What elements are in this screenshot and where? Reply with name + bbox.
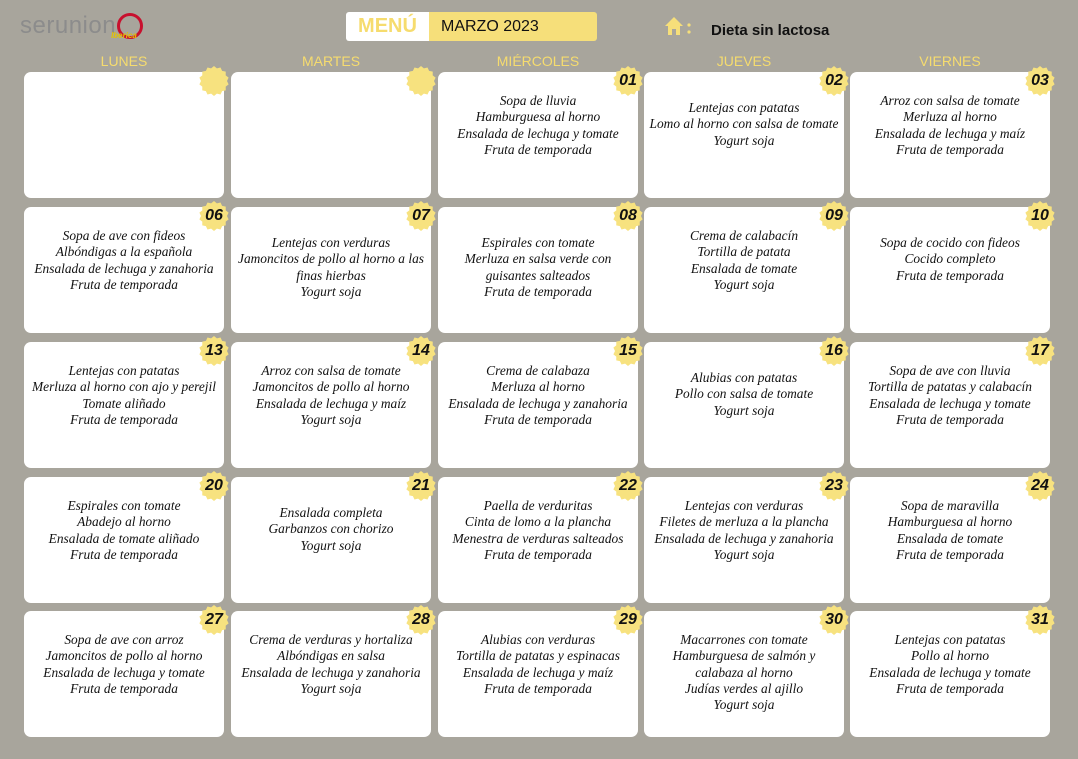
- day-cell: [850, 477, 1050, 603]
- day-cell: [644, 72, 844, 198]
- dish-item: Jamoncitos de pollo al horno a las finas hierbas: [238, 251, 424, 283]
- menu-label: MENÚ: [346, 12, 429, 41]
- day-cell: [850, 342, 1050, 468]
- day-cell: [438, 207, 638, 333]
- dish-item: Pollo al horno: [910, 648, 990, 664]
- dish-item: Lentejas con patatas: [894, 632, 1006, 647]
- dish-item: Fruta de temporada: [484, 283, 592, 299]
- dish-item: Ensalada de lechuga y tomate: [869, 664, 1031, 680]
- weekday-header: LUNES: [100, 53, 148, 69]
- day-badge: [612, 200, 644, 232]
- day-number: 06: [205, 207, 223, 224]
- dish-item: Ensalada de lechuga y zanahoria: [241, 664, 421, 680]
- dish-item: Alubias con patatas: [690, 370, 798, 385]
- dish-item: Sopa de cocido con fideos: [880, 235, 1020, 250]
- dish-item: Yogurt soja: [300, 283, 362, 299]
- day-cell: [231, 207, 431, 333]
- dish-list: [648, 228, 840, 293]
- dish-item: Menestra de verduras salteados: [452, 530, 624, 546]
- dish-list: [442, 93, 634, 158]
- dish-item: Fruta de temporada: [70, 546, 178, 562]
- dish-list: [442, 498, 634, 563]
- dish-list: [28, 363, 220, 428]
- day-number: 17: [1031, 342, 1049, 359]
- day-badge: [405, 470, 437, 502]
- day-number: 21: [412, 477, 430, 494]
- dish-item: Sopa de lluvia: [499, 93, 577, 108]
- day-number: 03: [1031, 72, 1049, 89]
- dish-list: [235, 632, 427, 697]
- day-cell: [438, 342, 638, 468]
- dish-item: Tortilla de patatas y espinacas: [456, 648, 620, 664]
- dish-item: Lentejas con verduras: [271, 235, 391, 250]
- dish-item: Fruta de temporada: [896, 141, 1004, 157]
- dish-item: Merluza al horno: [491, 379, 585, 395]
- dish-item: Yogurt soja: [713, 276, 775, 292]
- dish-list: [28, 228, 220, 293]
- day-badge: [405, 65, 437, 97]
- day-number: 09: [825, 207, 843, 224]
- dish-list: [648, 498, 840, 563]
- weekday-header: JUEVES: [716, 53, 772, 69]
- dish-item: Garbanzos con chorizo: [268, 521, 394, 537]
- dish-list: [235, 505, 427, 554]
- day-cell: [231, 611, 431, 737]
- dish-item: Pollo con salsa de tomate: [674, 386, 814, 402]
- day-cell: [24, 611, 224, 737]
- day-number: 07: [412, 207, 430, 224]
- day-cell: [438, 611, 638, 737]
- day-number: 30: [825, 611, 843, 628]
- day-cell: [850, 207, 1050, 333]
- day-number: 27: [205, 611, 223, 628]
- day-badge: [198, 65, 230, 97]
- dish-list: [648, 632, 840, 713]
- dish-item: Ensalada de tomate: [690, 260, 798, 276]
- dish-list: [235, 363, 427, 428]
- dish-list: [442, 235, 634, 300]
- dish-item: Judías verdes al ajillo: [684, 680, 804, 696]
- dish-item: Ensalada de lechuga y zanahoria: [654, 530, 834, 546]
- dish-item: Yogurt soja: [713, 402, 775, 418]
- month-label: MARZO 2023: [429, 12, 597, 41]
- day-number: [198, 65, 230, 97]
- day-number: 29: [619, 611, 637, 628]
- day-badge: [818, 335, 850, 367]
- weekday-header: MIÉRCOLES: [496, 53, 580, 69]
- dish-item: Merluza al horno con ajo y perejil: [32, 379, 216, 395]
- dish-item: Albóndigas en salsa: [277, 648, 385, 664]
- dish-item: Filetes de merluza a la plancha: [659, 514, 829, 530]
- day-number: [405, 65, 437, 97]
- dish-list: [854, 363, 1046, 428]
- day-cell: [644, 611, 844, 737]
- day-cell: [438, 477, 638, 603]
- dish-list: [442, 632, 634, 697]
- dish-item: Ensalada de lechuga y zanahoria: [34, 260, 214, 276]
- weekday-header: MARTES: [301, 53, 361, 69]
- dish-item: Sopa de ave con arroz: [64, 632, 184, 647]
- day-cell: [231, 72, 431, 198]
- dish-list: [235, 235, 427, 300]
- dish-item: Fruta de temporada: [484, 680, 592, 696]
- dish-item: Abadejo al horno: [77, 514, 171, 530]
- dish-item: Fruta de temporada: [484, 141, 592, 157]
- day-number: 13: [205, 342, 223, 359]
- dish-item: Sopa de ave con lluvia: [889, 363, 1011, 378]
- day-number: 15: [619, 342, 637, 359]
- dish-item: Alubias con verduras: [480, 632, 596, 647]
- brand-logo: [20, 10, 143, 42]
- day-number: 10: [1031, 207, 1049, 224]
- dish-item: Yogurt soja: [713, 132, 775, 148]
- dish-item: Ensalada de tomate aliñado: [48, 530, 200, 546]
- dish-item: Sopa de maravilla: [900, 498, 1000, 513]
- dish-item: Lentejas con patatas: [688, 100, 800, 115]
- dish-list: [854, 93, 1046, 158]
- dish-item: Ensalada de lechuga y tomate: [43, 664, 205, 680]
- dish-list: [28, 498, 220, 563]
- day-cell: [231, 342, 431, 468]
- dish-item: Ensalada de tomate: [896, 530, 1004, 546]
- day-number: 31: [1031, 611, 1049, 628]
- day-cell: [644, 477, 844, 603]
- dish-item: Jamoncitos de pollo al horno: [45, 648, 203, 664]
- dish-item: Tortilla de patata: [697, 244, 791, 260]
- day-badge: [1024, 200, 1056, 232]
- dish-item: Ensalada de lechuga y maíz: [462, 664, 614, 680]
- dish-item: Lomo al horno con salsa de tomate: [649, 116, 839, 132]
- dish-item: Tomate aliñado: [82, 395, 166, 411]
- brand-name: serunion: [20, 12, 117, 39]
- dish-item: Fruta de temporada: [896, 267, 1004, 283]
- day-number: 16: [825, 342, 843, 359]
- day-badge: [818, 65, 850, 97]
- day-cell: [24, 342, 224, 468]
- dish-list: [28, 632, 220, 697]
- day-cell: [850, 611, 1050, 737]
- dish-item: Arroz con salsa de tomate: [880, 93, 1020, 108]
- day-number: 22: [619, 477, 637, 494]
- dish-item: Albóndigas a la española: [55, 244, 193, 260]
- dish-item: Yogurt soja: [300, 411, 362, 427]
- diet-label: Dieta sin lactosa: [711, 22, 830, 39]
- dish-item: Fruta de temporada: [896, 411, 1004, 427]
- day-number: 20: [205, 477, 223, 494]
- dish-item: Fruta de temporada: [70, 411, 178, 427]
- dish-item: Fruta de temporada: [484, 546, 592, 562]
- day-cell: [24, 207, 224, 333]
- dish-item: Lentejas con patatas: [68, 363, 180, 378]
- dish-list: [854, 632, 1046, 697]
- day-cell: [644, 207, 844, 333]
- dish-item: Tortilla de patatas y calabacín: [868, 379, 1032, 395]
- dish-item: Yogurt soja: [713, 546, 775, 562]
- dish-item: Fruta de temporada: [896, 680, 1004, 696]
- dish-list: [648, 100, 840, 149]
- dish-item: Merluza en salsa verde con guisantes salteados: [464, 251, 612, 283]
- menu-title: [346, 12, 597, 41]
- day-cell: [24, 72, 224, 198]
- weekday-header: VIERNES: [919, 53, 981, 69]
- day-cell: [231, 477, 431, 603]
- dish-item: Hamburguesa de salmón y calabaza al horno: [672, 648, 816, 680]
- dish-item: Crema de calabacín: [689, 228, 799, 243]
- dish-item: Merluza al horno: [903, 109, 997, 125]
- day-badge: [405, 200, 437, 232]
- dish-item: Ensalada de lechuga y maíz: [874, 125, 1026, 141]
- dish-item: Ensalada de lechuga y maíz: [255, 395, 407, 411]
- dish-item: Yogurt soja: [713, 697, 775, 713]
- dish-item: Arroz con salsa de tomate: [261, 363, 401, 378]
- dish-item: Espirales con tomate: [481, 235, 595, 250]
- day-number: 02: [825, 72, 843, 89]
- day-number: 24: [1031, 477, 1049, 494]
- dish-item: Ensalada de lechuga y tomate: [869, 395, 1031, 411]
- dish-list: [648, 370, 840, 419]
- dish-item: Sopa de ave con fideos: [62, 228, 186, 243]
- dish-item: Cinta de lomo a la plancha: [464, 514, 612, 530]
- dish-item: Hamburguesa al horno: [475, 109, 601, 125]
- dish-item: Ensalada completa: [279, 505, 383, 520]
- dish-item: Hamburguesa al horno: [887, 514, 1013, 530]
- dish-item: Paella de verduritas: [483, 498, 593, 513]
- day-number: 08: [619, 207, 637, 224]
- dish-item: Macarrones con tomate: [680, 632, 808, 647]
- dish-item: Ensalada de lechuga y tomate: [457, 125, 619, 141]
- dish-item: Crema de calabaza: [486, 363, 590, 378]
- brand-sub: Iberica: [111, 31, 137, 40]
- day-number: 23: [825, 477, 843, 494]
- day-cell: [850, 72, 1050, 198]
- dish-item: Jamoncitos de pollo al horno: [252, 379, 410, 395]
- dish-item: Fruta de temporada: [484, 411, 592, 427]
- dish-item: Ensalada de lechuga y zanahoria: [448, 395, 628, 411]
- day-cell: [644, 342, 844, 468]
- day-number: 28: [412, 611, 430, 628]
- dish-item: Lentejas con verduras: [684, 498, 804, 513]
- dish-item: Fruta de temporada: [896, 546, 1004, 562]
- dish-list: [854, 498, 1046, 563]
- dish-item: Fruta de temporada: [70, 276, 178, 292]
- dish-item: Crema de verduras y hortaliza: [249, 632, 413, 647]
- dish-item: Yogurt soja: [300, 680, 362, 696]
- day-cell: [24, 477, 224, 603]
- dish-item: Yogurt soja: [300, 537, 362, 553]
- dish-item: Cocido completo: [904, 251, 996, 267]
- brand-mark-icon: [111, 13, 143, 40]
- day-number: 14: [412, 342, 430, 359]
- dish-list: [442, 363, 634, 428]
- dish-item: Espirales con tomate: [67, 498, 181, 513]
- dish-item: Fruta de temporada: [70, 680, 178, 696]
- dish-list: [854, 235, 1046, 284]
- day-number: 01: [619, 72, 637, 89]
- home-icon: [662, 14, 692, 38]
- day-cell: [438, 72, 638, 198]
